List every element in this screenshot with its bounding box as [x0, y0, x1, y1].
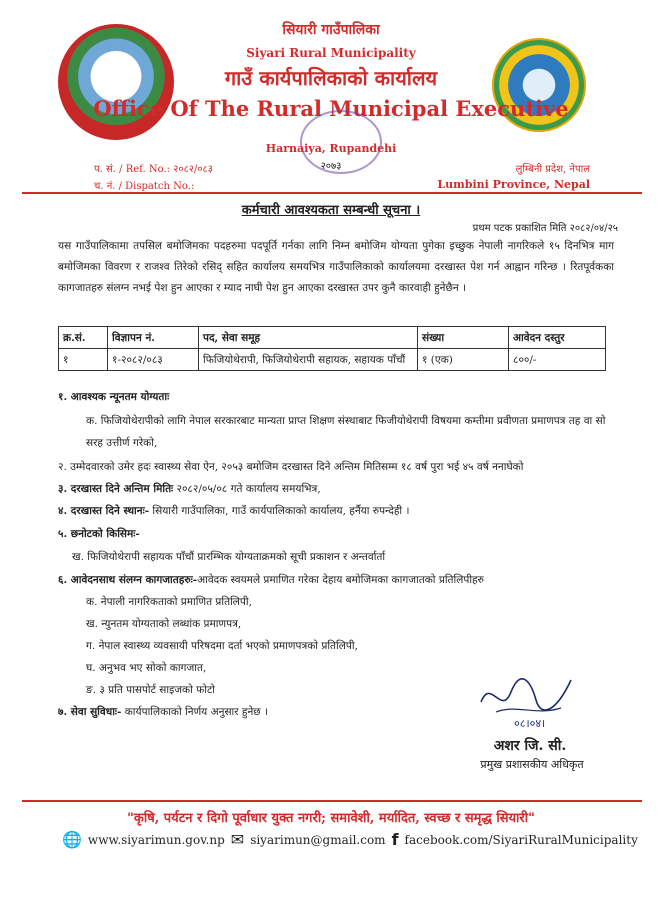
- qualification-item: क. फिजियोथेरापीको लागि नेपाल सरकारबाट मान्यता प्राप्त शिक्षण संस्थाबाट फिजीयोथेरापी विषयमा कम्तीमा प्रवीणता प्रमाणपत्र तह वा सो सरह उत्तीर्ण गरेको,: [86, 415, 606, 449]
- office-year: २०७३: [320, 161, 342, 172]
- section-deadline: [58, 482, 321, 496]
- list-item: ङ. ३ प्रति पासपोर्ट साइजको फोटो: [86, 684, 215, 696]
- facilities-label: ७. सेवा सुविधाः-: [58, 706, 122, 718]
- facebook-link[interactable]: facebook.com/SiyariRuralMunicipality: [404, 832, 638, 847]
- office-name-np: गाउँ कार्यपालिकाको कार्यालय: [224, 66, 438, 90]
- municipality-name-np: सियारी गाउँपालिका: [282, 22, 380, 38]
- section-qualification: १. आवश्यक न्यूनतम योग्यताः: [58, 391, 170, 403]
- location-value: सियारी गाउँपालिका, गाउँ कार्यपालिकाको कार्यालय, हर्नैया रुपन्देही ।: [149, 505, 410, 517]
- globe-icon: 🌐: [62, 830, 82, 849]
- facebook-icon: f: [391, 830, 399, 849]
- documents-value: आवेदक स्वयमले प्रमाणित गरेका देहाय बमोजिमका कागजातको प्रतिलिपीहरु: [197, 574, 484, 586]
- municipality-name-en: Siyari Rural Municipality: [246, 46, 416, 60]
- province-en: Lumbini Province, Nepal: [437, 178, 590, 191]
- mail-icon: ✉: [230, 830, 245, 849]
- list-item: क. नेपाली नागरिकताको प्रमाणित प्रतिलिपी,: [86, 596, 252, 608]
- signature-scribble: [476, 672, 576, 722]
- table-cell: १-२०८२/०८३: [108, 349, 199, 371]
- email-link[interactable]: siyarimun@gmail.com: [250, 832, 386, 847]
- list-item: ख. न्युनतम योग्यताको लब्धांक प्रमाणपत्र,: [86, 618, 242, 630]
- footer-divider: [22, 800, 642, 802]
- deadline-label: ३. दरखास्त दिने अन्तिम मितिः: [58, 483, 174, 495]
- office-place: Harnaiya, Rupandehi: [265, 142, 397, 155]
- table-header-cell: आवेदन दस्तुर: [509, 327, 606, 349]
- deadline-value: २०८२/०५/०८ गते कार्यालय समयभित्र,: [173, 483, 321, 495]
- office-name-en: Office Of The Rural Municipal Executive: [93, 96, 569, 121]
- selection-item: ख. फिजियोथेरापी सहायक पाँचौं प्रारम्भिक योग्यताक्रमको सूची प्रकाशन र अन्तर्वार्ता: [72, 551, 386, 563]
- section-age-limit: २. उम्मेदवारको उमेर हदः स्वास्थ्य सेवा ऐन, २०५३ बमोजिम दरखास्त दिने अन्तिम मितिसम्म १८ वर्ष पुरा भई ४५ वर्ष ननाघेको: [58, 461, 524, 473]
- documents-label: ६. आवेदनसाथ संलग्न कागजातहरुः-: [58, 574, 198, 586]
- footer-contacts: [62, 830, 638, 849]
- table-cell: फिजियोथेरापी, फिजियोथेरापी सहायक, सहायक पाँचौं: [199, 349, 418, 371]
- footer-slogan: "कृषि, पर्यटन र दिगो पूर्वाधार युक्त नगरी; समावेशी, मर्यादित, स्वच्छ र समृद्ध सियारी": [127, 811, 535, 826]
- signatory-name: अशर जि. सी.: [493, 738, 567, 754]
- table-cell: १: [59, 349, 108, 371]
- section-facilities: [58, 705, 268, 719]
- table-header-cell: क्र.सं.: [59, 327, 108, 349]
- signatory-title: प्रमुख प्रशासकीय अधिकृत: [480, 758, 584, 771]
- table-row: [59, 349, 606, 371]
- section-documents: [58, 573, 484, 587]
- table-header-row: [59, 327, 606, 349]
- signature-date: ०८।०४।: [514, 717, 546, 730]
- table-cell: १ (एक): [418, 349, 509, 371]
- vacancy-table: [58, 326, 606, 371]
- notice-title: कर्मचारी आवश्यकता सम्बन्धी सूचना ।: [241, 203, 421, 218]
- section-location: [58, 504, 409, 518]
- ref-number: प. सं. / Ref. No.: २०८२/०८३: [94, 164, 213, 175]
- website-link[interactable]: www.siyarimun.gov.np: [87, 832, 225, 847]
- list-item: ग. नेपाल स्वास्थ्य व्यवसायी परिषदमा दर्ता भएको प्रमाणपत्रको प्रतिलिपी,: [86, 640, 358, 652]
- notice-intro: यस गाउँपालिकामा तपसिल बमोजिमका पदहरुमा पदपूर्ति गर्नका लागि निम्न बमोजिम योग्यता पुगेका इच्छुक नेपाली नागरिकले १५ दिनभित्र माग बमोजिमका विवरण र राजश्व तिरेको रसिद् सहित कार्यालय समयभित्र गाउँपालिकाको कार्यालयमा दरखास्त पेश गर्न आह्वान गरिन्छ । रितपूर्वकका कागजातहरु संलग्न नभई पेश हुन आएका र म्याद नाघी पेश हुन आएका दरखास्त उपर कुनै कारवाही हुनेछैन ।: [58, 240, 614, 294]
- section-selection: ५. छनोटको किसिमः-: [58, 528, 140, 540]
- table-header-cell: पद, सेवा समूह: [199, 327, 418, 349]
- location-label: ४. दरखास्त दिने स्थानः-: [58, 505, 150, 517]
- dispatch-number: च. नं. / Dispatch No.:: [94, 181, 195, 192]
- table-cell: ८००/-: [509, 349, 606, 371]
- header-divider: [22, 192, 642, 194]
- facilities-value: कार्यपालिकाको निर्णय अनुसार हुनेछ ।: [121, 706, 268, 718]
- table-header-cell: संख्या: [418, 327, 509, 349]
- list-item: घ. अनुभव भए सोको कागजात,: [86, 662, 207, 674]
- table-header-cell: विज्ञापन नं.: [108, 327, 199, 349]
- province-np: लुम्बिनी प्रदेश, नेपाल: [515, 164, 590, 175]
- publish-date: प्रथम पटक प्रकाशित मिति २०८२/०४/२५: [472, 223, 618, 234]
